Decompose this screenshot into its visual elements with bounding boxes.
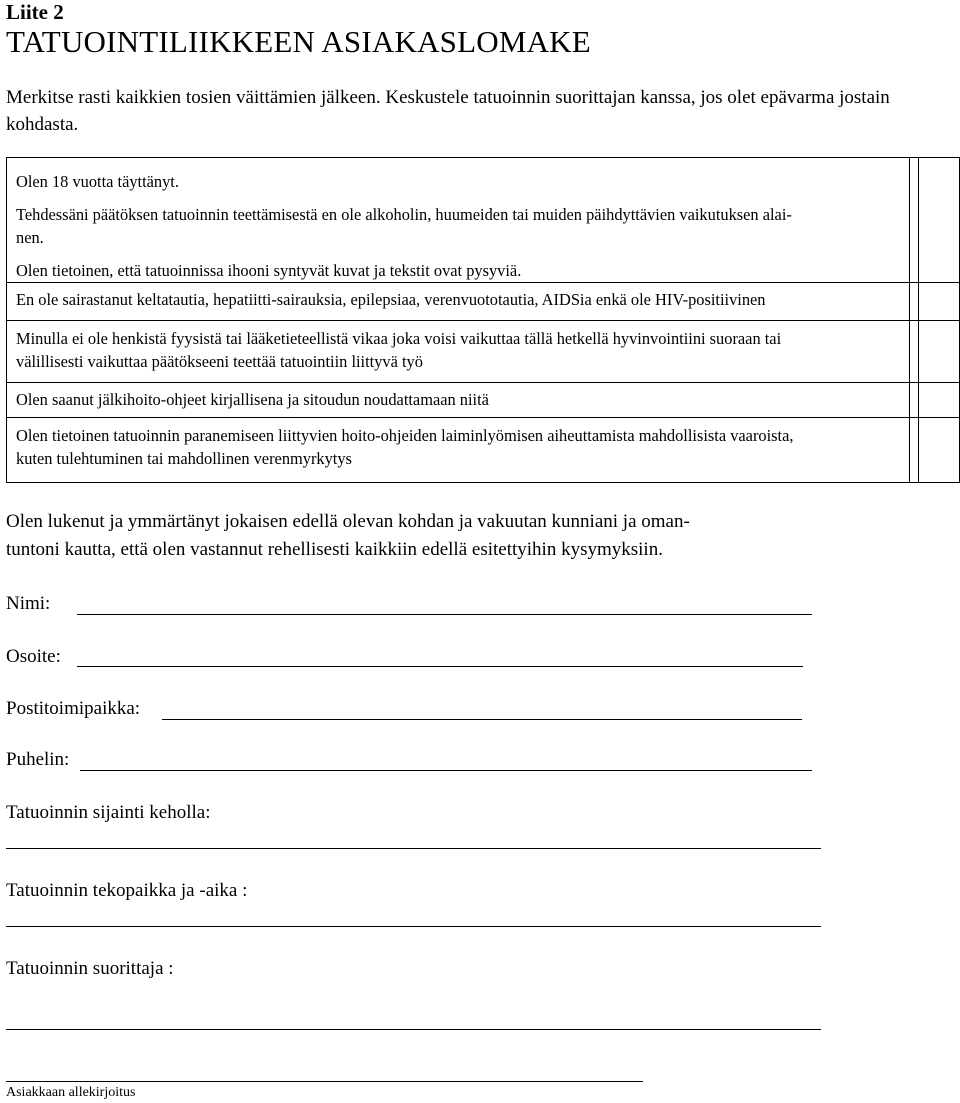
intro-text: Merkitse rasti kaikkien tosien väittämien jälkeen. Keskustele tatuoinnin suorittajan kanssa, jos olet epävarma jostain kohdasta. <box>6 87 890 135</box>
statement-sober-cont: nen. <box>16 228 44 247</box>
checkbox[interactable] <box>919 382 960 417</box>
name-field[interactable] <box>77 614 812 615</box>
phone-field[interactable] <box>80 770 812 771</box>
signature-label: Asiakkaan allekirjoitus <box>6 1085 136 1100</box>
checkbox[interactable] <box>919 321 960 382</box>
place-time-field[interactable] <box>6 926 821 927</box>
statement-aftercare: Olen saanut jälkihoito-ohjeet kirjallisena ja sitoudun noudattamaan niitä <box>7 382 910 417</box>
checklist-row <box>7 158 960 283</box>
location-field[interactable] <box>6 848 821 849</box>
artist-field[interactable] <box>6 1029 821 1030</box>
statement-sober: Tehdessäni päätöksen tatuoinnin teettämisestä en ole alkoholin, huumeiden tai muiden päihdyttävien vaikutuksen alai- <box>16 205 792 224</box>
checkbox[interactable] <box>919 158 960 283</box>
checklist-statements <box>7 158 910 283</box>
phone-label: Puhelin: <box>6 749 70 770</box>
statement-defect: Minulla ei ole henkistä fyysistä tai lääketieteellistä vikaa joka voisi vaikuttaa tällä hetkellä hyvinvointiini suoraan tai välillisesti vaikuttaa päätökseeni teettää tatuointiin liittyvä työ <box>7 321 910 382</box>
checklist-row <box>7 283 960 321</box>
checklist-row <box>7 417 960 482</box>
artist-label: Tatuoinnin suorittaja : <box>6 958 174 979</box>
checklist-row <box>7 321 960 382</box>
statement-risks: Olen tietoinen tatuoinnin paranemiseen liittyvien hoito-ohjeiden laiminlyömisen aiheuttamista mahdollisista vaaroista, kuten tulehtuminen tai mahdollinen verenmyrkytys <box>7 417 910 482</box>
postal-field[interactable] <box>162 719 802 720</box>
checkbox[interactable] <box>919 283 960 321</box>
checkbox[interactable] <box>919 417 960 482</box>
checklist-row <box>7 382 960 417</box>
place-time-label: Tatuoinnin tekopaikka ja -aika : <box>6 880 248 901</box>
signature-line[interactable] <box>6 1081 643 1082</box>
declaration-text: Olen lukenut ja ymmärtänyt jokaisen edellä olevan kohdan ja vakuutan kunniani ja oman- tuntoni kautta, että olen vastannut rehellisesti kaikkiin edellä esitettyihin kysymyksiin. <box>6 511 690 560</box>
address-field[interactable] <box>77 666 803 667</box>
checklist-table <box>6 157 960 483</box>
address-label: Osoite: <box>6 646 61 667</box>
statement-health: En ole sairastanut keltatautia, hepatiitti-sairauksia, epilepsiaa, verenvuototautia, AIDSia enkä ole HIV-positiivinen <box>7 283 910 321</box>
postal-label: Postitoimipaikka: <box>6 698 141 719</box>
appendix-label: Liite 2 <box>6 0 64 24</box>
location-label: Tatuoinnin sijainti keholla: <box>6 802 211 823</box>
statement-permanent: Olen tietoinen, että tatuoinnissa ihooni syntyvät kuvat ja tekstit ovat pysyviä. <box>16 261 522 280</box>
name-label: Nimi: <box>6 593 51 614</box>
page-title: TATUOINTILIIKKEEN ASIAKASLOMAKE <box>6 24 591 59</box>
statement-age: Olen 18 vuotta täyttänyt. <box>16 172 179 191</box>
